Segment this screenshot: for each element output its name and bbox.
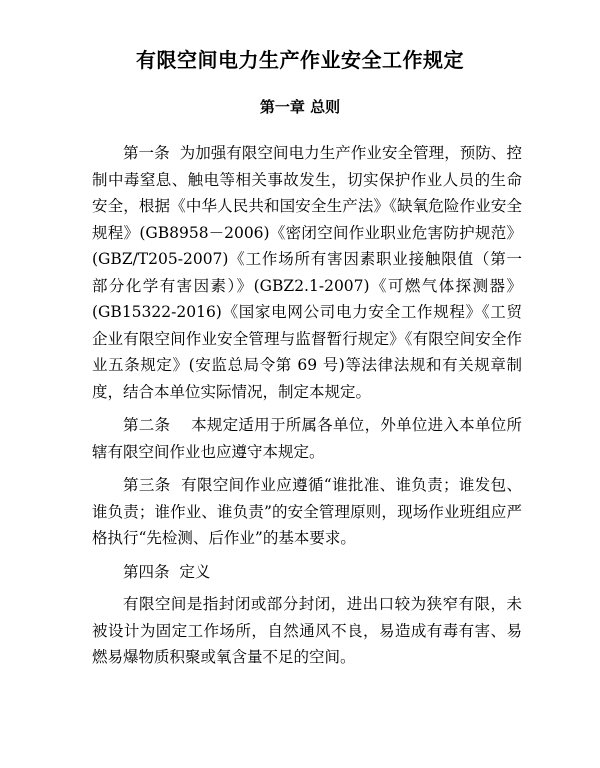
article-3-number: 第三条 [123,476,171,494]
article-1-number: 第一条 [123,144,170,162]
article-4-number: 第四条 [123,562,170,581]
article-3 [92,472,522,552]
definition-text: 有限空间是指封闭或部分封闭，进出口较为狭窄有限，未被设计为固定工作场所，自然通风不良，易造成有毒有害、易燃易爆物质积聚或氧含量不足的空间。 [92,595,522,666]
document-body [92,140,522,676]
article-2-number: 第二条 [123,416,171,434]
chapter-heading: 第一章 总则 [259,98,341,116]
article-3-text: 有限空间作业应遵循“谁批准、谁负责；谁发包、谁负责；谁作业、谁负责”的安全管理原则，现场作业班组应严格执行“先检测、后作业”的基本要求。 [92,476,522,547]
document-title: 有限空间电力生产作业安全工作规定 [136,48,464,72]
article-2-text: 本规定适用于所属各单位，外单位进入本单位所辖有限空间作业也应遵守本规定。 [92,416,522,461]
article-4-heading: 定义 [179,562,211,581]
article-4 [92,559,522,586]
definition-paragraph [92,591,522,671]
article-2 [92,412,522,465]
article-1-text: 为加强有限空间电力生产作业安全管理，预防、控制中毒窒息、触电等相关事故发生，切实保护作业人员的生命安全，根据《中华人民共和国安全生产法》《缺氧危险作业安全规程》(GB8958－2006)《密闭空间作业职业危害防护规范》(GBZ/T205-2007)《工作场所有害因素职业接触限值（第一部分化学有害因素）》(GBZ2.1-2007)《可燃气体探测器》(GB15322-2016)《国家电网公司电力安全工作规程》《工贸企业有限空间作业安全管理与监督暂行规定》《有限空间安全作业五条规定》(安监总局令第 69 号)等法律法规和有关规章制度，结合本单位实际情况，制定本规定。 [92,144,522,401]
article-1 [92,140,522,405]
